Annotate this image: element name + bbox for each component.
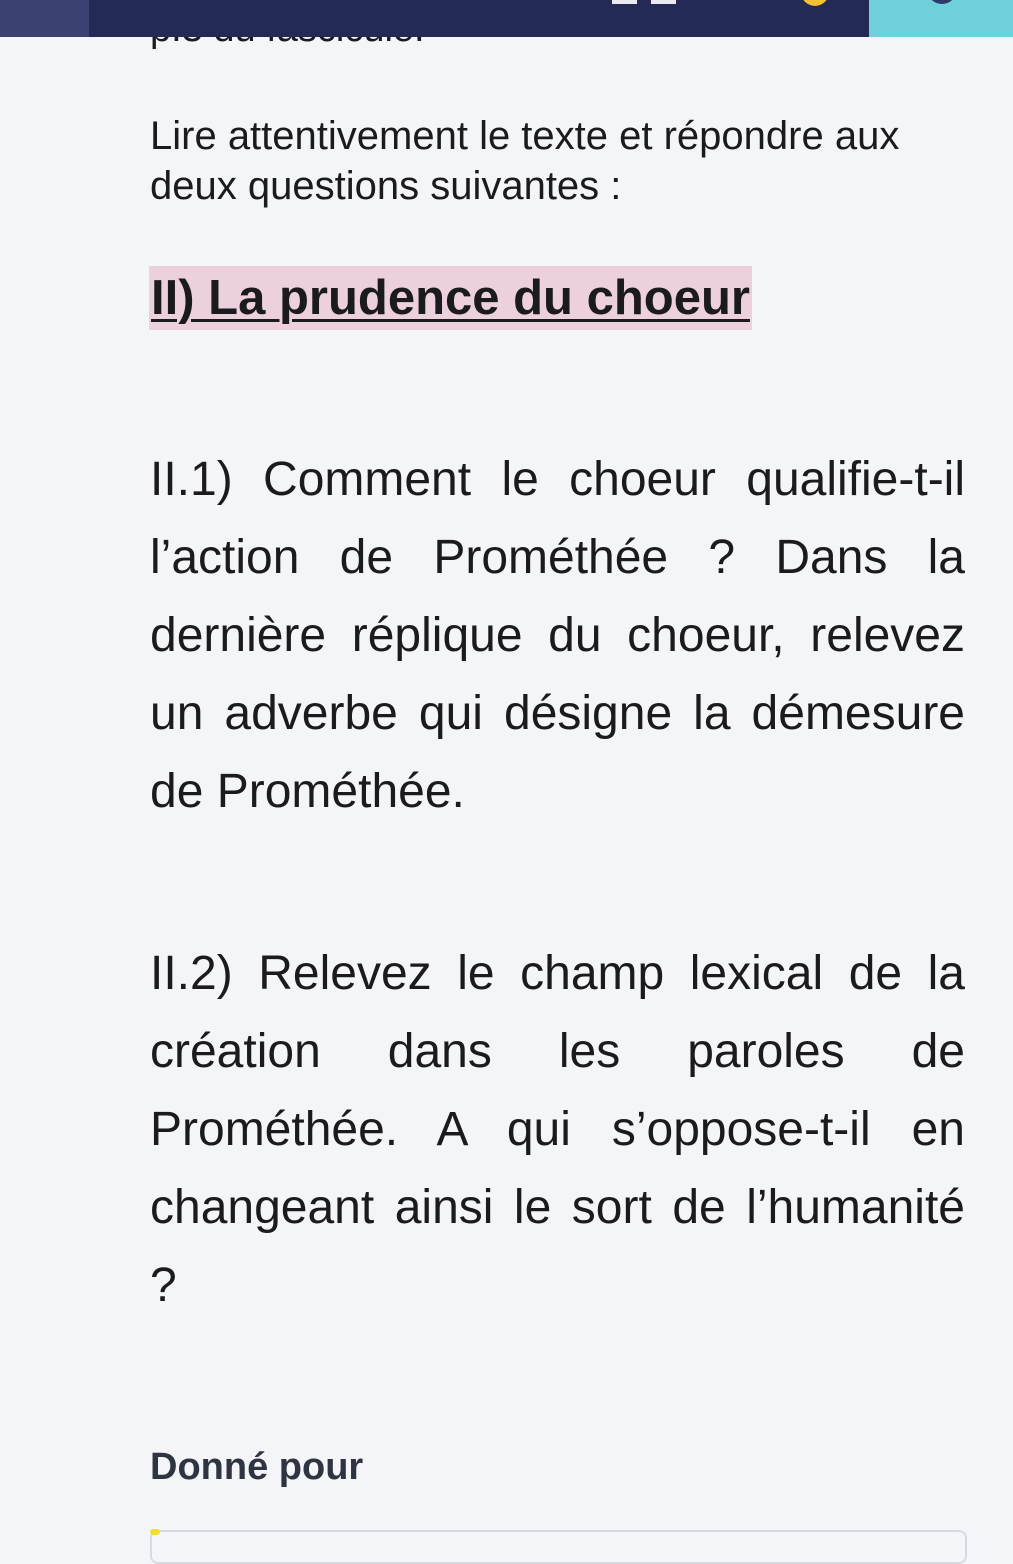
back-button[interactable]	[0, 0, 89, 37]
subject-color-dot	[150, 1529, 160, 1535]
question-2: II.2) Relevez le champ lexical de la création dans les paroles de Prométhée. A qui s’oppose-t-il en changeant ainsi le sort de l’humanité ?	[150, 947, 965, 1312]
profile-area[interactable]	[869, 0, 1013, 37]
points-icon[interactable]	[801, 0, 829, 6]
top-app-bar	[0, 0, 1013, 37]
instructions-text: Lire attentivement le texte et répondre aux deux questions suivantes :	[150, 114, 900, 208]
question-1: II.1) Comment le choeur qualifie-t-il l’action de Prométhée ? Dans la dernière réplique du choeur, relevez un adverbe qui désigne la démesure de Prométhée.	[150, 453, 965, 818]
section-title: II) La prudence du choeur	[149, 266, 752, 330]
given-for-label: Donné pour	[150, 1446, 364, 1488]
avatar-icon[interactable]	[927, 0, 957, 4]
subject-selector[interactable]	[150, 1530, 967, 1564]
title-fragment	[612, 0, 676, 4]
